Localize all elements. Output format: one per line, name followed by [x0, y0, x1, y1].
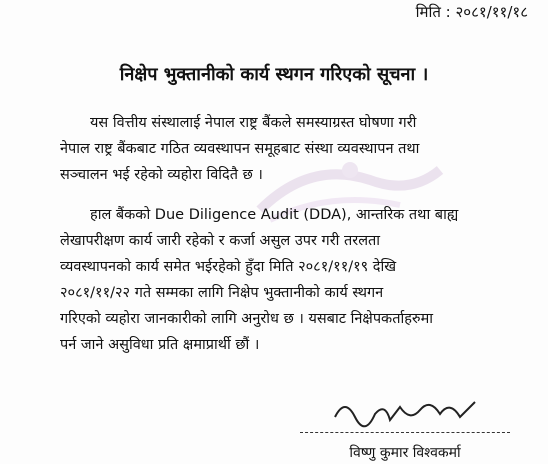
paragraph-line: पर्न जाने असुविधा प्रति क्षमाप्रार्थी छौं ।: [60, 337, 260, 353]
notice-title: निक्षेप भुक्तानीको कार्य स्थगन गरिएको सूचना ।: [119, 64, 429, 85]
paragraph-line: सञ्चालन भई रहेको व्यहोरा विदितै छ ।: [60, 167, 263, 183]
paragraph-line: हाल बैंकको Due Diligence Audit (DDA), आन्तरिक तथा बाह्य: [90, 207, 459, 223]
paragraph-line: व्यवस्थापनको कार्य समेत भईरहेको हुँदा मिति २०८१/११/१९ देखि: [60, 259, 397, 275]
signer-name: विष्णु कुमार विश्वकर्मा: [349, 445, 461, 461]
paragraph-line: यस वित्तीय संस्थालाई नेपाल राष्ट्र बैंकले समस्याग्रस्त घोषणा गरी: [90, 115, 417, 131]
signature-line: [300, 432, 510, 434]
paragraph-1: [60, 110, 530, 188]
paragraph-line: २०८१/११/२२ गते सम्मका लागि निक्षेप भुक्तानीको कार्य स्थगन: [60, 285, 384, 301]
paragraph-line: लेखापरीक्षण कार्य जारी रहेको र कर्जा असुल उपर गरी तरलता: [60, 233, 381, 249]
paragraph-2: [60, 202, 530, 358]
handwritten-signature-icon: [330, 392, 480, 432]
notice-date: मिति : २०८१/११/१८: [415, 3, 528, 21]
paragraph-line: नेपाल राष्ट्र बैंकबाट गठित व्यवस्थापन समूहबाट संस्था व्यवस्थापन तथा: [60, 141, 420, 157]
paragraph-line: गरिएको व्यहोरा जानकारीको लागि अनुरोध छ । यसबाट निक्षेपकर्ताहरुमा: [60, 311, 434, 327]
